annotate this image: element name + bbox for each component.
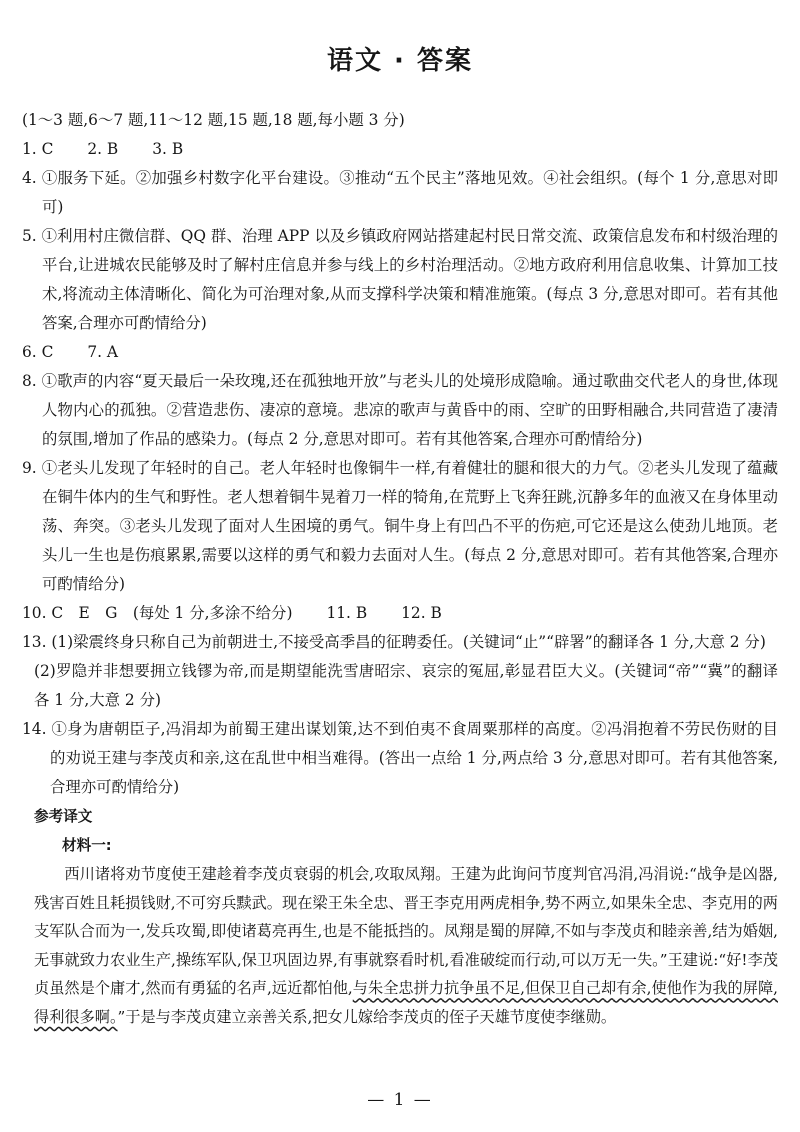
answers-1-3 xyxy=(22,135,778,164)
answer-13-part-1: 13. (1)梁震终身只称自己为前朝进士,不接受高季昌的征聘委任。(关键词“止”“辟署”的翻译各 1 分,大意 2 分) xyxy=(22,633,766,651)
answer-7: 7. A xyxy=(87,343,119,361)
page-title: 语文 · 答案 xyxy=(327,46,473,76)
translation-text-part-2: ”于是与李茂贞建立亲善关系,把女儿嫁给李茂贞的侄子天雄节度使李继勋。 xyxy=(117,1007,617,1026)
answer-5: 5. ①利用村庄微信群、QQ 群、治理 APP 以及乡镇政府网站搭建起村民日常交流、政策信息发布和村级治理的平台,让进城农民能够及时了解村庄信息并参与线上的乡村治理活动。②地方政府利用信息收集、计算加工技术,将流动主体清晰化、简化为可治理对象,从而支撑科学决策和精准施策。(每点 3 分,意思对即可。若有其他答案,合理亦可酌情给分) xyxy=(22,227,778,332)
answers-10-12 xyxy=(22,599,778,628)
answer-13-part-2: (2)罗隐并非想要拥立钱镠为帝,而是期望能洗雪唐昭宗、哀宗的冤屈,彰显君臣大义。(关键词“帝”“冀”的翻译各 1 分,大意 2 分) xyxy=(34,662,778,709)
answer-3: 3. B xyxy=(152,140,184,158)
page-number: — 1 — xyxy=(367,1090,433,1110)
answer-14: 14. ①身为唐朝臣子,冯涓却为前蜀王建出谋划策,达不到伯夷不食周粟那样的高度。②冯涓抱着不劳民伤财的目的劝说王建与李茂贞和亲,这在乱世中相当难得。(答出一点给 1 分,两点给 3 分,意思对即可。若有其他答案,合理亦可酌情给分) xyxy=(22,720,778,796)
answer-4: 4. ①服务下延。②加强乡村数字化平台建设。③推动“五个民主”落地见效。④社会组织。(每个 1 分,意思对即可) xyxy=(22,169,778,216)
answer-12: 12. B xyxy=(401,604,442,622)
answer-6: 6. C xyxy=(22,343,54,361)
material-one-heading: 材料一: xyxy=(62,837,112,854)
answer-9: 9. ①老头儿发现了年轻时的自己。老人年轻时也像铜牛一样,有着健壮的腿和很大的力气。②老头儿发现了蕴藏在铜牛体内的生气和野性。老人想着铜牛晃着刀一样的犄角,在荒野上飞奔狂跳,沉静多年的血液又在身体里动荡、奔突。③老头儿发现了面对人生困境的勇气。铜牛身上有凹凸不平的伤疤,可它还是这么使劲儿地顶。老头儿一生也是伤痕累累,需要以这样的勇气和毅力去面对人生。(每点 2 分,意思对即可。若有其他答案,合理亦可酌情给分) xyxy=(22,459,778,593)
answer-1: 1. C xyxy=(22,140,54,158)
answer-2: 2. B xyxy=(87,140,119,158)
answer-10: 10. C E G (每处 1 分,多涂不给分) xyxy=(22,604,293,622)
scoring-note: (1～3 题,6～7 题,11～12 题,15 题,18 题,每小题 3 分) xyxy=(22,111,405,129)
translation-paragraph xyxy=(22,860,778,1032)
reference-translation-heading: 参考译文 xyxy=(34,808,93,825)
answer-11: 11. B xyxy=(326,604,368,622)
answers-6-7 xyxy=(22,338,778,367)
answer-8: 8. ①歌声的内容“夏天最后一朵玫瑰,还在孤独地开放”与老头儿的处境形成隐喻。通过歌曲交代老人的身世,体现人物内心的孤独。②营造悲伤、凄凉的意境。悲凉的歌声与黄昏中的雨、空旷的田野相融合,共同营造了凄清的氛围,增加了作品的感染力。(每点 2 分,意思对即可。若有其他答案,合理亦可酌情给分) xyxy=(22,372,778,448)
translation-text-part-1: 西川诸将劝节度使王建趁着李茂贞衰弱的机会,攻取凤翔。王建为此询问节度判官冯涓,冯涓说:“战争是凶器,残害百姓且耗损钱财,不可穷兵黩武。现在梁王朱全忠、晋王李克用两虎相争,势不两立,如果朱全忠、李克用的两支军队合而为一,发兵攻蜀,即使诸葛亮再生,也是不能抵挡的。凤翔是蜀的屏障,不如与李茂贞和睦亲善,结为婚姻,无事就致力农业生产,操练军队,保卫巩固边界,有事就察看时机,看准破绽而行动,可以万无一失。”王建说:“好!李茂贞虽然是个庸才,然而有勇猛的名声,远近都怕他, xyxy=(34,865,778,998)
translation-underlined-sentence: 与朱全忠拼力抗争虽不足,但保卫自己却有余,使他作为我的屏障,得利很多啊。 xyxy=(34,979,778,1026)
